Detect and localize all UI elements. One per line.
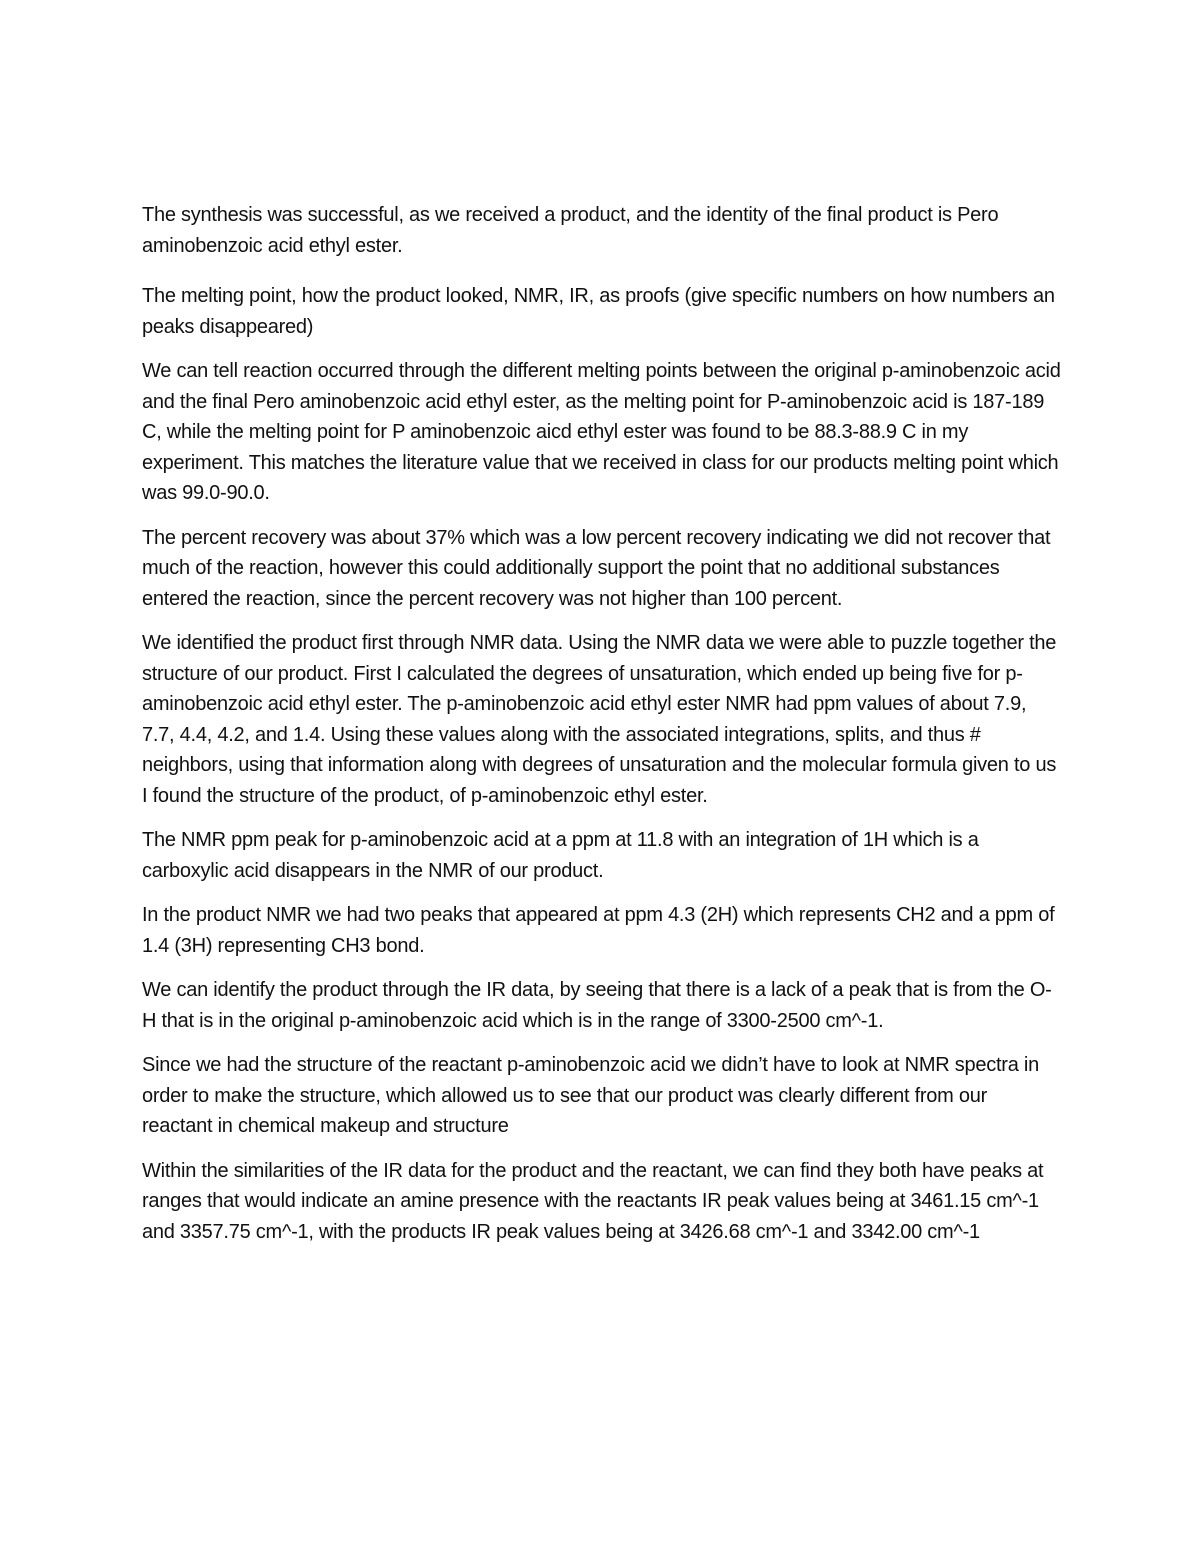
- paragraph-nmr-carboxylic-peak: The NMR ppm peak for p-aminobenzoic acid at a ppm at 11.8 with an integration of 1H which is a carboxylic acid disappears in the NMR of our product.: [142, 829, 979, 882]
- paragraph-reactant-structure: Since we had the structure of the reactant p-aminobenzoic acid we didn’t have to look at NMR spectra in order to make the structure, which allowed us to see that our product was clearly different from our reactant in chemical makeup and structure: [142, 1054, 1039, 1137]
- paragraph-synthesis-summary: The synthesis was successful, as we received a product, and the identity of the final product is Pero aminobenzoic acid ethyl ester.: [142, 204, 999, 257]
- paragraph-percent-recovery: The percent recovery was about 37% which was a low percent recovery indicating we did not recover that much of the reaction, however this could additionally support the point that no additional substances entered the reaction, since the percent recovery was not higher than 100 percent.: [142, 526, 1051, 610]
- paragraph-proofs-note: The melting point, how the product looked, NMR, IR, as proofs (give specific numbers on how numbers an peaks disappeared): [142, 285, 1055, 338]
- paragraph-ir-similarities: Within the similarities of the IR data for the product and the reactant, we can find they both have peaks at ranges that would indicate an amine presence with the reactants IR peak values being at 3461.15 cm^-1 and 3357.75 cm^-1, with the products IR peak values being at 3426.68 cm^-1 and 3342.00 cm^-1: [142, 1159, 1044, 1243]
- paragraph-nmr-identification: We identified the product first through NMR data. Using the NMR data we were able to puzzle together the structure of our product. First I calculated the degrees of unsaturation, which ended up being five for p-aminobenzoic acid ethyl ester. The p-aminobenzoic acid ethyl ester NMR had ppm values of about 7.9, 7.7, 4.4, 4.2, and 1.4. Using these values along with the associated integrations, splits, and thus # neighbors, using that information along with degrees of unsaturation and the molecular formula given to us I found the structure of the product, of p-aminobenzoic ethyl ester.: [142, 632, 1057, 807]
- document-body: [142, 200, 1062, 1261]
- paragraph-product-nmr-peaks: In the product NMR we had two peaks that appeared at ppm 4.3 (2H) which represents CH2 and a ppm of 1.4 (3H) representing CH3 bond.: [142, 904, 1055, 957]
- paragraph-ir-identification: We can identify the product through the IR data, by seeing that there is a lack of a peak that is from the O-H that is in the original p-aminobenzoic acid which is in the range of 3300-2500 cm^-1.: [142, 979, 1052, 1032]
- paragraph-melting-point: We can tell reaction occurred through the different melting points between the original p-aminobenzoic acid and the final Pero aminobenzoic acid ethyl ester, as the melting point for P-aminobenzoic acid is 187-189 C, while the melting point for P aminobenzoic aicd ethyl ester was found to be 88.3-88.9 C in my experiment. This matches the literature value that we received in class for our products melting point which was 99.0-90.0.: [142, 360, 1061, 504]
